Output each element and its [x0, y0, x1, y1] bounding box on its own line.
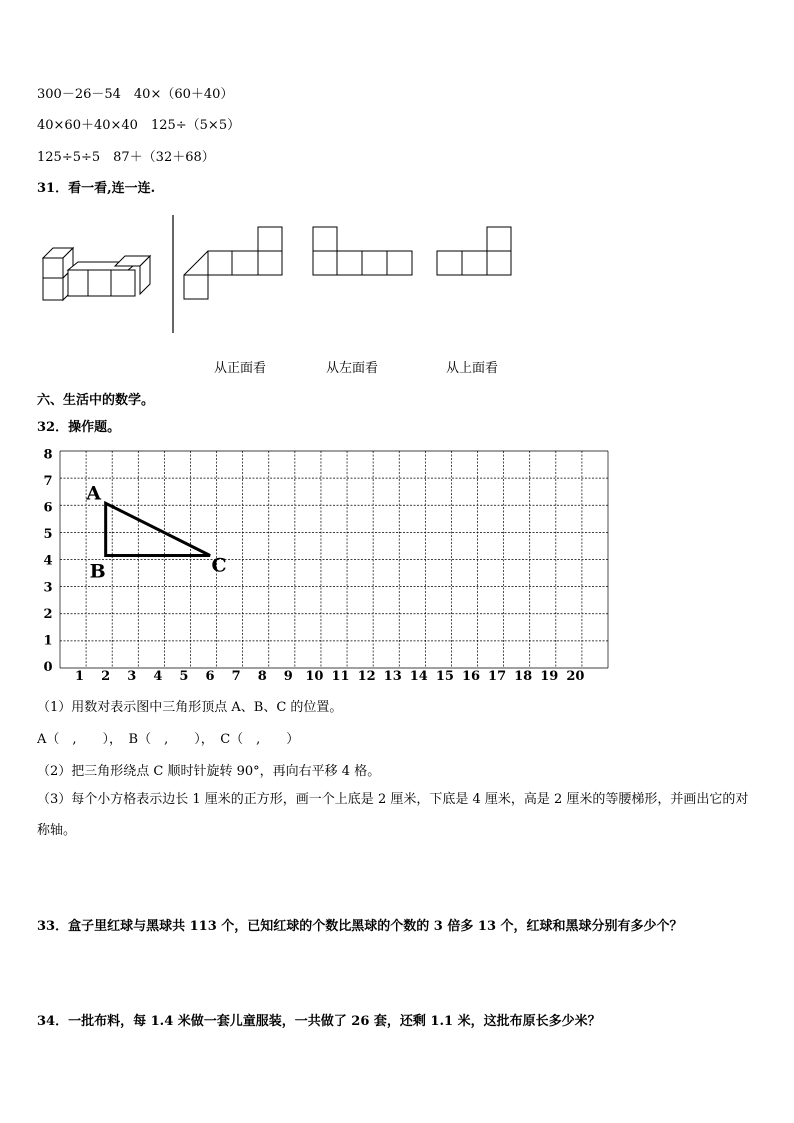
x-tick-label: 16 — [461, 669, 481, 684]
q32-sub2: （2）把三角形绕点 C 顺时针旋转 90°，再向右平移 4 格。 — [37, 764, 381, 779]
y-tick-label: 2 — [43, 606, 53, 622]
x-tick-label: 20 — [566, 669, 585, 684]
section6-title: 六、生活中的数学。 — [37, 393, 155, 408]
vertex-label-a: A — [86, 482, 102, 505]
x-tick-label: 5 — [179, 669, 189, 684]
triangle-abc — [106, 503, 210, 555]
y-tick-label: 8 — [43, 447, 53, 463]
vertex-label-c: C — [211, 554, 227, 577]
y-tick-label: 7 — [43, 473, 53, 489]
q34-text: 34．一批布料，每 1.4 米做一套儿童服装，一共做了 26 套，还剩 1.1 米，这批布原长多少米？ — [37, 1014, 601, 1029]
x-tick-label: 7 — [231, 669, 241, 684]
view-label-left: 从左面看 — [326, 361, 379, 376]
x-tick-label: 10 — [305, 669, 324, 684]
view-label-front: 从正面看 — [214, 361, 267, 376]
x-tick-label: 11 — [331, 669, 350, 684]
q31-title: 31．看一看,连一连. — [37, 181, 156, 196]
q32-title: 32．操作题。 — [37, 420, 121, 435]
q32-sub3: （3）每个小方格表示边长 1 厘米的正方形，画一个上底是 2 厘米，下底是 4 厘米，高是 2 厘米的等腰梯形，并画出它的对称轴。 — [37, 792, 749, 838]
x-tick-label: 19 — [540, 669, 559, 684]
x-tick-label: 9 — [283, 669, 293, 684]
x-tick-label: 1 — [75, 669, 85, 684]
x-tick-label: 3 — [127, 669, 137, 684]
x-tick-label: 18 — [514, 669, 533, 684]
x-tick-label: 8 — [257, 669, 267, 684]
expr-line-2: 40×60＋40×40 125÷（5×5） — [37, 118, 241, 133]
x-tick-label: 4 — [153, 669, 163, 684]
x-tick-label: 13 — [383, 669, 402, 684]
y-tick-label: 1 — [43, 633, 53, 649]
y-tick-label: 3 — [43, 580, 53, 596]
y-tick-label: 4 — [43, 553, 53, 569]
x-tick-label: 2 — [101, 669, 111, 684]
x-tick-label: 14 — [409, 669, 428, 684]
x-tick-label: 12 — [357, 669, 376, 684]
expr-line-1: 300－26－54 40×（60＋40） — [37, 87, 234, 102]
q33-text: 33．盒子里红球与黑球共 113 个，已知红球的个数比黑球的个数的 3 倍多 13 个，红球和黑球分别有多少个？ — [37, 919, 683, 934]
q32-sub1: （1）用数对表示图中三角形顶点 A、B、C 的位置。 — [37, 700, 343, 715]
y-tick-label: 0 — [43, 660, 53, 675]
expr-line-3: 125÷5÷5 87＋（32＋68） — [37, 150, 215, 165]
x-tick-label: 17 — [488, 669, 507, 684]
y-tick-label: 5 — [43, 527, 53, 543]
x-tick-label: 15 — [435, 669, 454, 684]
vertex-label-b: B — [89, 560, 106, 583]
x-tick-label: 6 — [205, 669, 215, 684]
y-tick-label: 6 — [43, 500, 53, 516]
view-label-top: 从上面看 — [446, 361, 499, 376]
q32-answer-line: A（ , ）， B（ , ）， C（ , ） — [37, 732, 300, 747]
